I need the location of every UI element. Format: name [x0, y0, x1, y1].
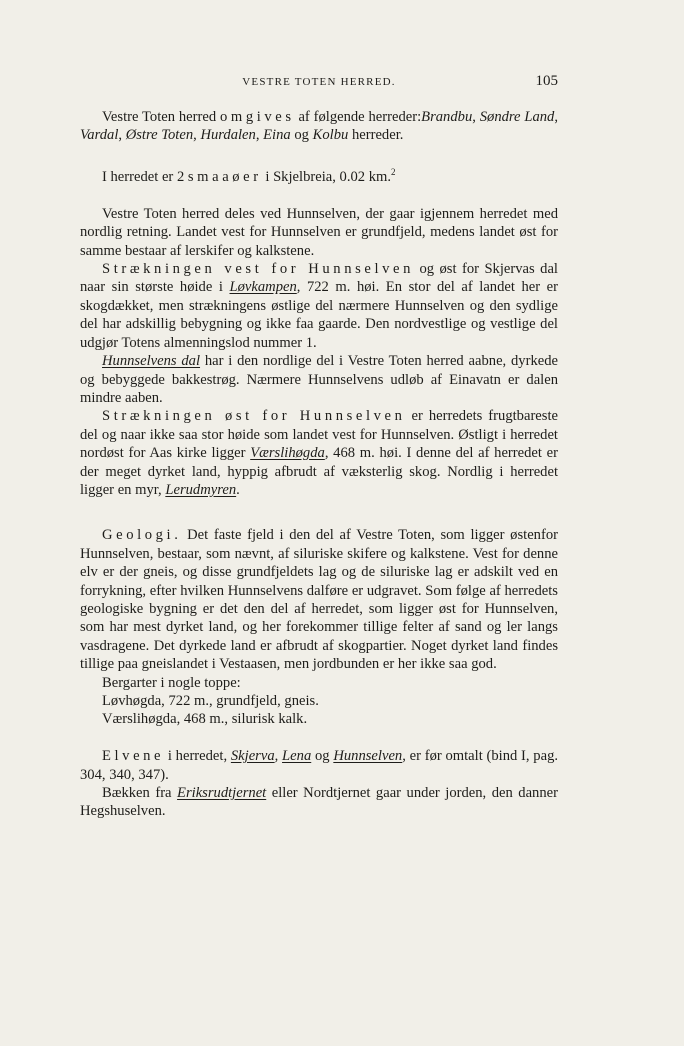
- paragraph-rivers: Elvene i herredet, Skjerva, Lena og Hunnselven, er før omtalt (bind I, pag. 304, 340, 347).: [80, 748, 559, 783]
- paragraph-geology: Geologi. Det faste fjeld i den del af Vestre Toten, som ligger østenfor Hunnselven, bestaar, som nævnt, af siluriske skifere og kalkstene. Vest for denne elv er der gneis, og disse grundfjeldets lag og de siluriske lag er adskilt ved en forrykning, efter hvilken Hunnselvens dalføre er udgravet. Som følge af herredets geologiske bygning er det den del af herredet, som ligger øst for Hunnselven, som har mest dyrket land, og her forekommer tillige felter af sand og ler langs vasdragene. Det dyrkede land er afbrudt af skogpartier. Noget dyrket land findes tillige paa gneislandet i Vestaasen, men jordbunden er her ikke saa god.: [80, 527, 558, 673]
- spaced-emphasis: Strækningen vest for Hunnselven: [102, 261, 414, 278]
- paragraph-valley: Hunnselvens dal har i den nordlige del i Vestre Toten herred aabne, dyrkede og bebyggede bakkestrøg. Nærmere Hunnselvens udløb af Einavatn er dalen mindre aaben.: [80, 353, 558, 406]
- place-name: Hurdalen: [200, 127, 256, 144]
- place-name: Hunnselvens dal: [102, 353, 201, 370]
- section-heading: Geologi.: [102, 527, 182, 544]
- place-name: Kolbu: [312, 127, 349, 144]
- river-name: Hunnselven: [333, 748, 403, 765]
- place-name: Lerudmyren: [165, 481, 237, 498]
- paragraph-overview: Vestre Toten herred deles ved Hunnselven, der gaar igjennem herredet med nordlig retning. Landet vest for Hunnselven er grundfjeld, medens landet øst for samme bestaar af lerskifer og kalkstene.: [80, 205, 558, 259]
- spaced-emphasis: smaaøer: [187, 169, 262, 186]
- river-name: Skjerva: [230, 748, 275, 765]
- place-name: Brandbu: [421, 109, 473, 125]
- paragraph-islands: I herredet er 2 smaaøer i Skjelbreia, 0.02 km.$^2$: [102, 167, 396, 186]
- running-title: VESTRE TOTEN HERRED.: [242, 76, 396, 88]
- place-name: Østre Toten: [125, 127, 194, 144]
- river-name: Lena: [282, 748, 312, 765]
- place-name: Værslihøgda: [250, 445, 325, 462]
- place-name: Eriksrudtjernet: [177, 785, 267, 802]
- rock-types-heading: Bergarter i nogle toppe:: [102, 674, 241, 691]
- paragraph-boundaries: Vestre Toten herred omgives af følgende herreder:Brandbu, Søndre Land, Vardal, Østre Toten, Hurdalen, Eina og Kolbu herreder.: [80, 109, 559, 144]
- page-body: [80, 108, 558, 821]
- page-number: 105: [535, 73, 558, 89]
- paragraph-west: Strækningen vest for Hunnselven og øst for Skjervas dal naar sin største høide i Løvkampen, 722 m. høi. En stor del af landet her er skogdækket, men strækningens østlige del nærmere Hunnselven og den sydlige del har adskillig bebygning og ikke faa gaarde. Den nordvestlige og vestlige del udgjør Totens almenningslod nummer 1.: [80, 261, 559, 351]
- rock-types-line: Værslihøgda, 468 m., silurisk kalk.: [102, 711, 308, 728]
- section-heading: Elvene: [102, 748, 165, 765]
- place-name: Løvkampen: [229, 279, 297, 296]
- spaced-emphasis: Strækningen øst for Hunnselven: [102, 408, 406, 425]
- place-name: Eina: [263, 127, 291, 144]
- paragraph-east: Strækningen øst for Hunnselven er herredets frugtbareste del og naar ikke saa stor høide som landet vest for Hunnselven. Østligt i herredet nordøst for Aas kirke ligger Værslihøgda, 468 m. høi. I denne del af herredet er der meget dyrket land, hyppig afbrudt af væksterlig skog. Nordlig i herredet ligger en myr, Lerudmyren.: [80, 408, 558, 498]
- place-name: Søndre Land: [479, 109, 555, 125]
- rock-types-line: Løvhøgda, 722 m., grundfjeld, gneis.: [102, 693, 319, 710]
- spaced-emphasis: omgives: [219, 109, 295, 125]
- paragraph-brook: Bækken fra Eriksrudtjernet eller Nordtjernet gaar under jorden, den danner Hegshuselven.: [80, 785, 558, 820]
- footnote-marker: 2: [391, 167, 396, 178]
- page-header: [80, 73, 558, 96]
- place-name: Vardal: [80, 127, 119, 144]
